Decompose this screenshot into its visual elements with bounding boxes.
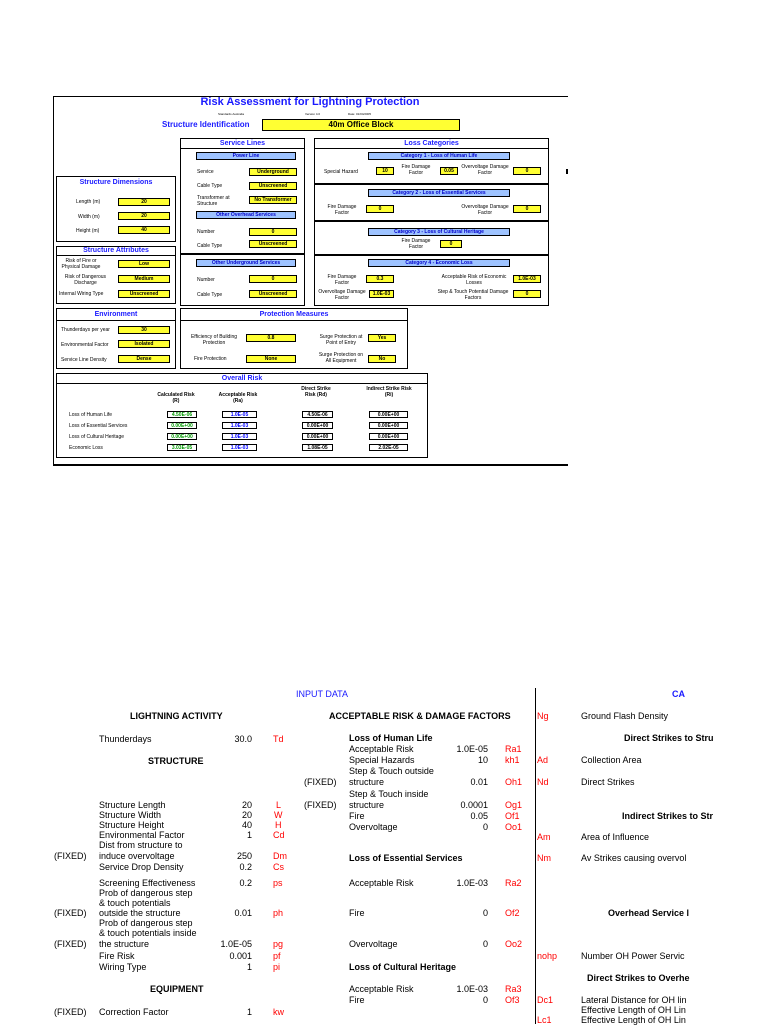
- service-lines-rule: [180, 148, 305, 149]
- dc1-label: Lateral Distance for OH lin: [581, 995, 687, 1005]
- step-touch-inside-line1: Step & Touch inside: [349, 789, 429, 799]
- surge-all-field[interactable]: No: [368, 355, 396, 363]
- structure-id-field[interactable]: 40m Office Block: [262, 119, 460, 131]
- direct-strikes-heading: Direct Strikes to Stru: [624, 733, 714, 743]
- pg-label-line2: & touch potentials inside: [99, 928, 197, 938]
- ph-value: 0.01: [234, 908, 252, 918]
- correction-factor-symbol: kw: [273, 1007, 284, 1017]
- service-lines-divider: [180, 253, 305, 255]
- pg-label-line3: the structure: [99, 939, 150, 949]
- cat3-fire-damage-label: Fire Damage Factor: [401, 238, 431, 250]
- ph-symbol: ph: [273, 908, 284, 918]
- ph-label-line3: outside the structure: [99, 908, 181, 918]
- special-hazard-field[interactable]: 10: [376, 167, 394, 175]
- ug-cable-field[interactable]: Unscreened: [249, 290, 297, 298]
- fire-protection-field[interactable]: None: [246, 355, 296, 363]
- oh-number-label: Number: [197, 229, 215, 235]
- effective-length-1: Effective Length of OH Lin: [581, 1005, 686, 1015]
- ess-acc-value: 1.0E-03: [456, 878, 488, 888]
- fire-risk-row-value: 0.001: [229, 951, 252, 961]
- step-touch-outside-line2: structure: [349, 777, 385, 787]
- loss-divider-3: [314, 254, 549, 256]
- fixed-tag: (FIXED): [304, 800, 337, 810]
- structure-height-symbol: H: [275, 820, 282, 830]
- bottom-border: [53, 464, 568, 466]
- length-label: Length (m): [76, 199, 101, 205]
- indirect-risk-cell: 2.02E-05: [369, 444, 408, 451]
- acceptable-risk-cell: 1.0E-03: [222, 422, 257, 429]
- loss-categories-rule: [314, 148, 549, 149]
- col-calculated-header: Calculated Risk (R): [157, 392, 195, 404]
- form-title: Risk Assessment for Lightning Protection: [200, 96, 420, 108]
- structure-dimensions-title: Structure Dimensions: [79, 179, 153, 186]
- fire-symbol: Of1: [505, 811, 520, 821]
- structure-width-symbol: W: [274, 810, 283, 820]
- acceptable-risk-cell: 1.0E-05: [222, 411, 257, 418]
- structure-width-label: Structure Width: [99, 810, 162, 820]
- col-acceptable-header: Acceptable Risk (Ra): [218, 392, 258, 404]
- category-1-header: Category 1 - Loss of Human Life: [368, 152, 510, 160]
- drop-density-symbol: Cs: [273, 862, 284, 872]
- dc1-symbol: Dc1: [537, 995, 554, 1005]
- special-hazards-value: 10: [477, 755, 488, 765]
- acceptable-risk-cell: 1.0E-03: [222, 444, 257, 451]
- fixed-tag: (FIXED): [54, 908, 87, 918]
- thunderdays-label: Thunderdays per year: [61, 327, 110, 333]
- cat2-fire-damage-label: Fire Damage Factor: [327, 204, 357, 216]
- transformer-field[interactable]: No Transformer: [249, 196, 297, 204]
- power-line-header: Power Line: [196, 152, 296, 160]
- oh-cable-label: Cable Type: [197, 243, 223, 249]
- col-indirect-header: Indirect Strike Risk (Ri): [366, 386, 412, 398]
- overvoltage-label: Overvoltage: [349, 822, 398, 832]
- acc-risk-symbol: Ra1: [505, 744, 522, 754]
- structure-id-label: Structure Identification: [162, 120, 250, 129]
- risk-row-label: Loss of Human Life: [69, 412, 113, 418]
- efficiency-label: Efficiency of Building Protection: [190, 334, 238, 346]
- acc-risk-value: 1.0E-05: [456, 744, 488, 754]
- overhead-service-heading: Overhead Service l: [608, 908, 690, 918]
- ess-ov-label: Overvoltage: [349, 939, 398, 949]
- special-hazards-label: Special Hazards: [349, 755, 415, 765]
- structure-height-label: Structure Height: [99, 820, 165, 830]
- lightning-activity-heading: LIGHTNING ACTIVITY: [130, 711, 223, 721]
- pg-symbol: pg: [273, 939, 284, 949]
- cult-fire-symbol: Of3: [505, 995, 520, 1005]
- service-lines-title: Service Lines: [219, 140, 266, 147]
- ug-number-label: Number: [197, 277, 215, 283]
- calculated-risk-cell: 3.03E-05: [167, 444, 197, 451]
- nm-symbol: Nm: [537, 853, 551, 863]
- direct-overhead-heading: Direct Strikes to Overhe: [587, 973, 690, 983]
- cat2-overvoltage-field[interactable]: 0: [513, 205, 541, 213]
- cult-fire-value: 0: [482, 995, 488, 1005]
- ess-fire-value: 0: [482, 908, 488, 918]
- calculations-title-partial: CA: [672, 689, 685, 699]
- loss-categories-title: Loss Categories: [404, 140, 459, 147]
- fire-risk-row-label: Fire Risk: [99, 951, 135, 961]
- thunderdays-row-label: Thunderdays: [99, 734, 152, 744]
- screening-value: 0.2: [239, 878, 252, 888]
- direct-risk-cell: 1.08E-05: [302, 444, 333, 451]
- standards-text: Standards Australia: [218, 112, 245, 116]
- cult-acc-symbol: Ra3: [505, 984, 522, 994]
- height-label: Height (m): [76, 228, 100, 234]
- oh-cable-field[interactable]: Unscreened: [249, 240, 297, 248]
- step-touch-inside-symbol: Og1: [505, 800, 523, 810]
- cable-type-field[interactable]: Unscreened: [249, 182, 297, 190]
- ess-fire-label: Fire: [349, 908, 365, 918]
- cat4-overvoltage-label: Overvoltage Damage Factor: [318, 289, 366, 301]
- ph-label-line2: & touch potentials: [99, 898, 171, 908]
- step-touch-inside-line2: structure: [349, 800, 385, 810]
- environment-rule: [56, 320, 176, 321]
- screening-symbol: ps: [273, 878, 283, 888]
- left-border: [53, 96, 54, 464]
- fire-risk-row-symbol: pf: [273, 951, 281, 961]
- dist-value: 250: [236, 851, 252, 861]
- nm-label: Av Strikes causing overvol: [581, 853, 687, 863]
- acceptable-risk-heading: ACCEPTABLE RISK & DAMAGE FACTORS: [329, 711, 511, 721]
- fire-risk-label: Risk of Fire or Physical Damage: [61, 258, 101, 270]
- nd-symbol: Nd: [537, 777, 549, 787]
- nohp-symbol: nohp: [537, 951, 558, 961]
- density-label: Service Line Density: [61, 357, 107, 363]
- surge-entry-field[interactable]: Yes: [368, 334, 396, 342]
- height-field[interactable]: 40: [118, 226, 170, 234]
- ess-acc-symbol: Ra2: [505, 878, 522, 888]
- direct-risk-cell: 0.00E+00: [302, 433, 333, 440]
- calculated-risk-cell: 0.00E+00: [167, 422, 197, 429]
- environmental-factor-symbol: Cd: [273, 830, 285, 840]
- wiring-row-symbol: pi: [273, 962, 281, 972]
- column-divider: [535, 688, 536, 1024]
- fire-value: 0.05: [470, 811, 488, 821]
- underground-header: Other Underground Services: [196, 259, 296, 267]
- ess-acc-label: Acceptable Risk: [349, 878, 414, 888]
- cat3-fire-damage-field[interactable]: 0: [440, 240, 462, 248]
- environment-title: Environment: [94, 311, 138, 318]
- risk-row-label: Loss of Cultural Heritage: [69, 434, 125, 440]
- fixed-tag: (FIXED): [54, 1007, 87, 1017]
- acceptable-risk-cell: 1.0E-03: [222, 433, 257, 440]
- wiring-label: Internal Wiring Type: [59, 291, 104, 297]
- essential-services-heading: Loss of Essential Services: [349, 853, 463, 863]
- human-life-heading: Loss of Human Life: [349, 733, 433, 743]
- ad-label: Collection Area: [581, 755, 642, 765]
- transformer-label: Transformer at Structure: [197, 195, 230, 207]
- structure-length-label: Structure Length: [99, 800, 166, 810]
- fixed-tag: (FIXED): [304, 777, 337, 787]
- overhead-header: Other Overhead Services: [196, 211, 296, 219]
- step-touch-outside-line1: Step & Touch outside: [349, 766, 434, 776]
- nd-label: Direct Strikes: [581, 777, 635, 787]
- step-touch-field[interactable]: 0: [513, 290, 541, 298]
- screening-label: Screening Effectiveness: [99, 878, 196, 888]
- thunderdays-row-value: 30.0: [234, 734, 252, 744]
- overvoltage-value: 0: [482, 822, 488, 832]
- ng-symbol: Ng: [537, 711, 549, 721]
- fire-risk-field[interactable]: Low: [118, 260, 170, 268]
- indirect-risk-cell: 0.00E+00: [369, 422, 408, 429]
- length-field[interactable]: 20: [118, 198, 170, 206]
- special-hazards-symbol: kh1: [505, 755, 520, 765]
- discharge-field[interactable]: Medium: [118, 275, 170, 283]
- cat4-fire-damage-field[interactable]: 0.3: [366, 275, 394, 283]
- density-field[interactable]: Dense: [118, 355, 170, 363]
- direct-risk-cell: 4.50E-06: [302, 411, 333, 418]
- calculated-risk-cell: 0.00E+00: [167, 433, 197, 440]
- dist-symbol: Dm: [273, 851, 287, 861]
- ng-label: Ground Flash Density: [581, 711, 669, 721]
- cat2-fire-damage-field[interactable]: 0: [366, 205, 394, 213]
- tick-mark: [566, 169, 568, 174]
- ug-number-field[interactable]: 0: [249, 275, 297, 283]
- structure-attributes-rule: [56, 255, 176, 256]
- ess-ov-symbol: Oo2: [505, 939, 523, 949]
- ess-ov-value: 0: [482, 939, 488, 949]
- loss-divider-2: [314, 220, 549, 222]
- dist-label-line1: Dist from structure to: [99, 840, 183, 850]
- cultural-heritage-heading: Loss of Cultural Heritage: [349, 962, 457, 972]
- acceptable-econ-label: Acceptable Risk of Economic Losses: [441, 274, 507, 286]
- cat4-fire-damage-label: Fire Damage Factor: [327, 274, 357, 286]
- cult-fire-label: Fire: [349, 995, 365, 1005]
- structure-length-value: 20: [241, 800, 252, 810]
- step-touch-label: Step & Touch Potential Damage Factors: [437, 289, 509, 301]
- equipment-heading: EQUIPMENT: [150, 984, 204, 994]
- pg-value: 1.0E-05: [220, 939, 252, 949]
- service-field[interactable]: Underground: [249, 168, 297, 176]
- risk-row-label: Loss of Essential Services: [69, 423, 128, 429]
- category-4-header: Category 4 - Economic Loss: [368, 259, 510, 267]
- structure-heading: STRUCTURE: [148, 756, 204, 766]
- pg-label-line1: Prob of dangerous step: [99, 918, 193, 928]
- wiring-field[interactable]: Unscreened: [118, 290, 170, 298]
- env-factor-label: Environmental Factor: [61, 342, 109, 348]
- cat1-overvoltage-field[interactable]: 0: [513, 167, 541, 175]
- wiring-row-value: 1: [246, 962, 252, 972]
- efficiency-field[interactable]: 0.8: [246, 334, 296, 342]
- loss-divider-1: [314, 183, 549, 185]
- am-label: Area of Influence: [581, 832, 650, 842]
- col-direct-header: Direct Strike Risk (Rd): [301, 386, 331, 398]
- environmental-factor-value: 1: [246, 830, 252, 840]
- thunderdays-row-symbol: Td: [273, 734, 284, 744]
- cat1-fire-damage-label: Fire Damage Factor: [401, 164, 431, 176]
- acceptable-econ-field[interactable]: 1.0E-03: [513, 275, 541, 283]
- service-label: Service: [197, 169, 214, 175]
- dist-label-line2: induce overvoltage: [99, 851, 175, 861]
- indirect-strikes-heading: Indirect Strikes to Str: [622, 811, 714, 821]
- date-text: Date: 01/04/2005: [348, 112, 372, 116]
- discharge-label: Risk of Dangerous Discharge: [64, 274, 107, 286]
- nohp-label: Number OH Power Servic: [581, 951, 685, 961]
- wiring-row-label: Wiring Type: [99, 962, 147, 972]
- cat2-overvoltage-label: Overvoltage Damage Factor: [461, 204, 509, 216]
- fixed-tag: (FIXED): [54, 851, 87, 861]
- fixed-tag: (FIXED): [54, 939, 87, 949]
- protection-title: Protection Measures: [259, 311, 329, 318]
- ph-label-line1: Prob of dangerous step: [99, 888, 193, 898]
- cable-type-label: Cable Type: [197, 183, 223, 189]
- calculated-risk-cell: 4.50E-06: [167, 411, 197, 418]
- indirect-risk-cell: 0.00E+00: [369, 411, 408, 418]
- width-label: Width (m): [78, 214, 100, 220]
- structure-height-value: 40: [241, 820, 252, 830]
- step-touch-inside-value: 0.0001: [460, 800, 488, 810]
- structure-length-symbol: L: [276, 800, 282, 810]
- fire-protection-label: Fire Protection: [194, 356, 227, 362]
- structure-attributes-title: Structure Attributes: [83, 247, 149, 254]
- cult-acc-value: 1.0E-03: [456, 984, 488, 994]
- width-field[interactable]: 20: [118, 212, 170, 220]
- oh-number-field[interactable]: 0: [249, 228, 297, 236]
- lc1-symbol: Lc1: [537, 1015, 552, 1025]
- thunderdays-field[interactable]: 30: [118, 326, 170, 334]
- am-symbol: Am: [537, 832, 551, 842]
- overvoltage-symbol: Oo1: [505, 822, 523, 832]
- structure-width-value: 20: [241, 810, 252, 820]
- overall-risk-title: Overall Risk: [221, 375, 263, 382]
- version-text: Version 4.0: [305, 112, 321, 116]
- fire-label: Fire: [349, 811, 365, 821]
- special-hazard-label: Special Hazard: [324, 169, 358, 175]
- ad-symbol: Ad: [537, 755, 549, 765]
- cat4-overvoltage-field[interactable]: 1.0E-03: [369, 290, 394, 298]
- drop-density-value: 0.2: [239, 862, 252, 872]
- environmental-factor-label: Environmental Factor: [99, 830, 185, 840]
- surge-entry-label: Surge Protection at Point of Entry: [319, 334, 363, 346]
- input-data-title: INPUT DATA: [296, 689, 349, 699]
- indirect-risk-cell: 0.00E+00: [369, 433, 408, 440]
- step-touch-outside-symbol: Oh1: [505, 777, 523, 787]
- cult-acc-label: Acceptable Risk: [349, 984, 414, 994]
- risk-row-label: Economic Loss: [69, 445, 103, 451]
- overall-risk-rule: [56, 383, 428, 384]
- effective-length-2: Effective Length of OH Lin: [581, 1015, 686, 1025]
- correction-factor-value: 1: [246, 1007, 252, 1017]
- protection-rule: [180, 320, 408, 321]
- ug-cable-label: Cable Type: [197, 292, 223, 298]
- category-2-header: Category 2 - Loss of Essential Services: [368, 189, 510, 197]
- correction-factor-label: Correction Factor: [99, 1007, 169, 1017]
- direct-risk-cell: 0.00E+00: [302, 422, 333, 429]
- cat1-fire-damage-field[interactable]: 0.05: [440, 167, 458, 175]
- surge-all-label: Surge Protection on All Equipment: [318, 352, 364, 364]
- drop-density-label: Service Drop Density: [99, 862, 184, 872]
- category-3-header: Category 3 - Loss of Cultural Heritage: [368, 228, 510, 236]
- ess-fire-symbol: Of2: [505, 908, 520, 918]
- env-factor-field[interactable]: Isolated: [118, 340, 170, 348]
- step-touch-outside-value: 0.01: [470, 777, 488, 787]
- cat1-overvoltage-label: Overvoltage Damage Factor: [461, 164, 509, 176]
- acc-risk-label: Acceptable Risk: [349, 744, 414, 754]
